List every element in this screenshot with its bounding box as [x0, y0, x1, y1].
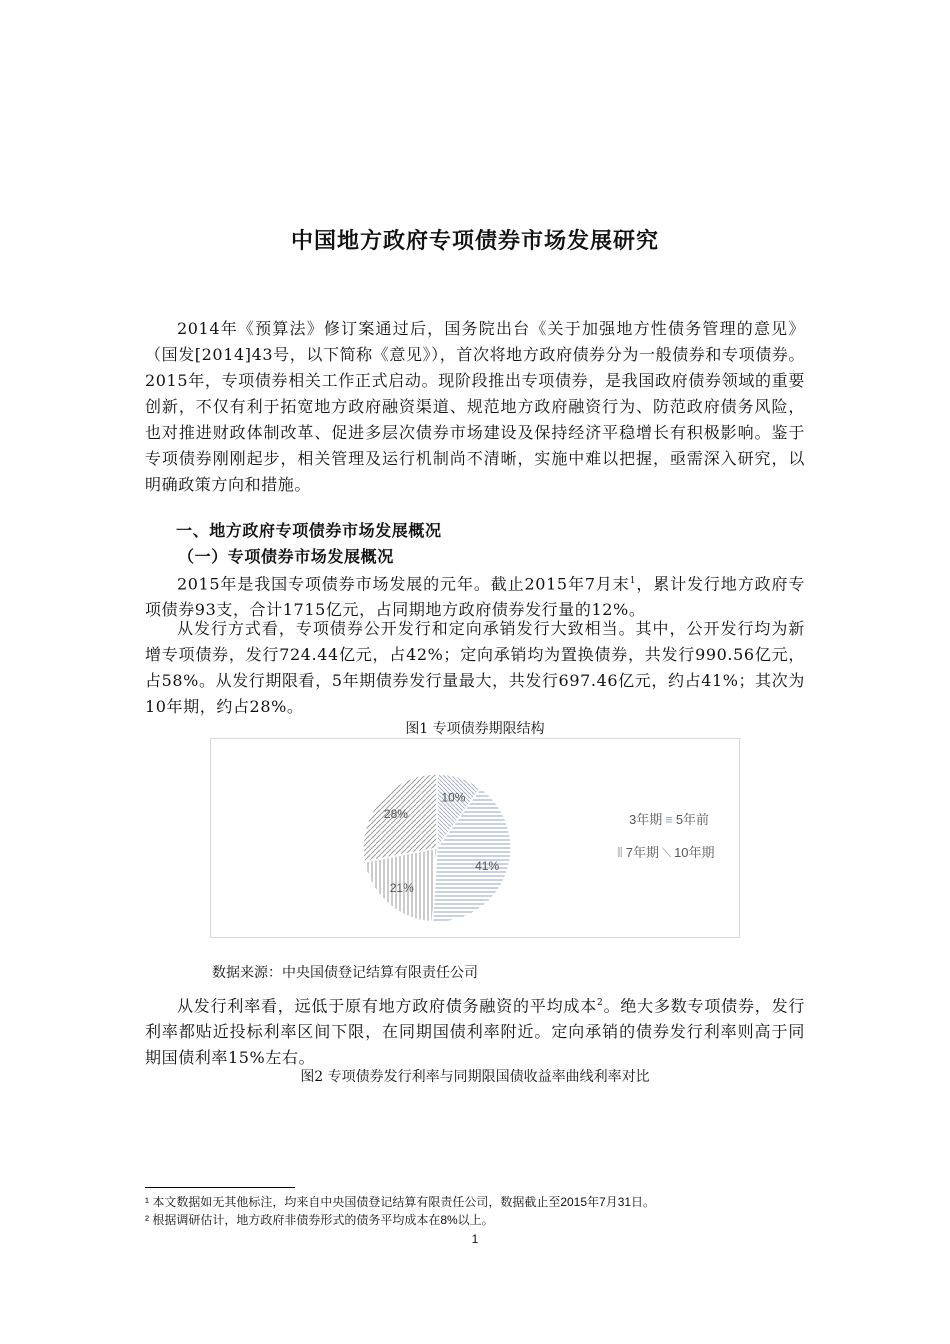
figure-1-caption: 图1 专项债券期限结构 — [405, 721, 545, 737]
legend-label-7yr: 7年期 — [625, 845, 659, 860]
legend-label-10yr: 10年期 — [674, 845, 715, 860]
legend-swatch-7yr: ⦀ — [617, 845, 623, 860]
p1-text-b: ，累计发行地方政府专项债券93支，合计1715亿元，占同期地方政府债券发行量的12%。 — [145, 574, 805, 620]
p3-text-a: 从发行利率看，远低于原有地方政府债务融资的平均成本 — [177, 996, 598, 1016]
paragraph-2 — [145, 616, 805, 720]
intro-text: 2014年《预算法》修订案通过后，国务院出台《关于加强地方性债务管理的意见》（国发[2014]43号，以下简称《意见》），首次将地方政府债券分为一般债券和专项债券。2015年，专项债券相关工作正式启动。现阶段推出专项债券，是我国政府债券领域的重要创新，不仅有利于拓宽地方政府融资渠道、规范地方政府融资行为、防范政府债务风险，也对推进财政体制改革、促进多层次债券市场建设及保持经济平稳增长有积极影响。鉴于专项债券刚刚起步，相关管理及运行机制尚不清晰，实施中难以把握，亟需深入研究，以明确政策方向和措施。 — [145, 319, 805, 494]
p2-text: 从发行方式看，专项债券公开发行和定向承销发行大致相当。其中，公开发行均为新增专项债券，发行724.44亿元，占42%；定向承销均为置换债券，共发行990.56亿元，占58%。从发行期限看，5年期债券发行量最大，共发行697.46亿元，约占41%；其次为10年期，约占28%。 — [145, 619, 805, 716]
footnote-divider — [145, 1187, 295, 1188]
figure-1-source: 数据来源：中央国债登记结算有限责任公司 — [212, 965, 478, 981]
footnote-ref-2: 2 — [597, 998, 604, 1008]
legend-label-3yr: 3年期 — [629, 812, 663, 827]
legend-label-5yr: 5年前 — [675, 812, 710, 827]
legend-swatch-5yr: ≡ — [665, 812, 673, 827]
legend-row-1 — [629, 809, 709, 828]
page-number: 1 — [471, 1232, 479, 1246]
pie-label-7yr: 21% — [389, 880, 414, 895]
pie-label-10yr: 28% — [383, 807, 408, 822]
legend-row-2 — [617, 842, 715, 861]
pie-label-3yr: 10% — [441, 790, 466, 805]
figure-2-caption: 图2 专项债券发行利率与同期限国债收益率曲线利率对比 — [300, 1069, 650, 1085]
footnote-ref-1: 1 — [629, 576, 637, 586]
footnote-1: ¹ 本文数据如无其他标注，均来自中央国债登记结算有限责任公司，数据截止至2015年7月31日。 — [145, 1195, 656, 1209]
pie-chart-frame — [210, 738, 740, 938]
section-heading-1-1: （一）专项债券市场发展概况 — [178, 547, 394, 566]
document-title: 中国地方政府专项债券市场发展研究 — [290, 228, 659, 254]
p3-text-b: 。绝大多数专项债券，发行利率都贴近投标利率区间下限，在同期国债利率附近。定向承销的债券发行利率则高于同期国债利率15%左右。 — [145, 996, 805, 1068]
paragraph-3 — [145, 990, 805, 1071]
section-heading-1: 一、地方政府专项债券市场发展概况 — [176, 521, 442, 540]
legend-swatch-10yr: ⟍ — [661, 845, 672, 860]
footnote-2: ² 根据调研估计，地方政府非债券形式的债务平均成本在8%以上。 — [145, 1213, 494, 1227]
intro-paragraph — [145, 316, 805, 498]
p1-text-a: 2015年是我国专项债券市场发展的元年。截止2015年7月末 — [177, 574, 630, 594]
pie-label-5yr: 41% — [475, 859, 500, 874]
pie-chart — [211, 739, 741, 939]
